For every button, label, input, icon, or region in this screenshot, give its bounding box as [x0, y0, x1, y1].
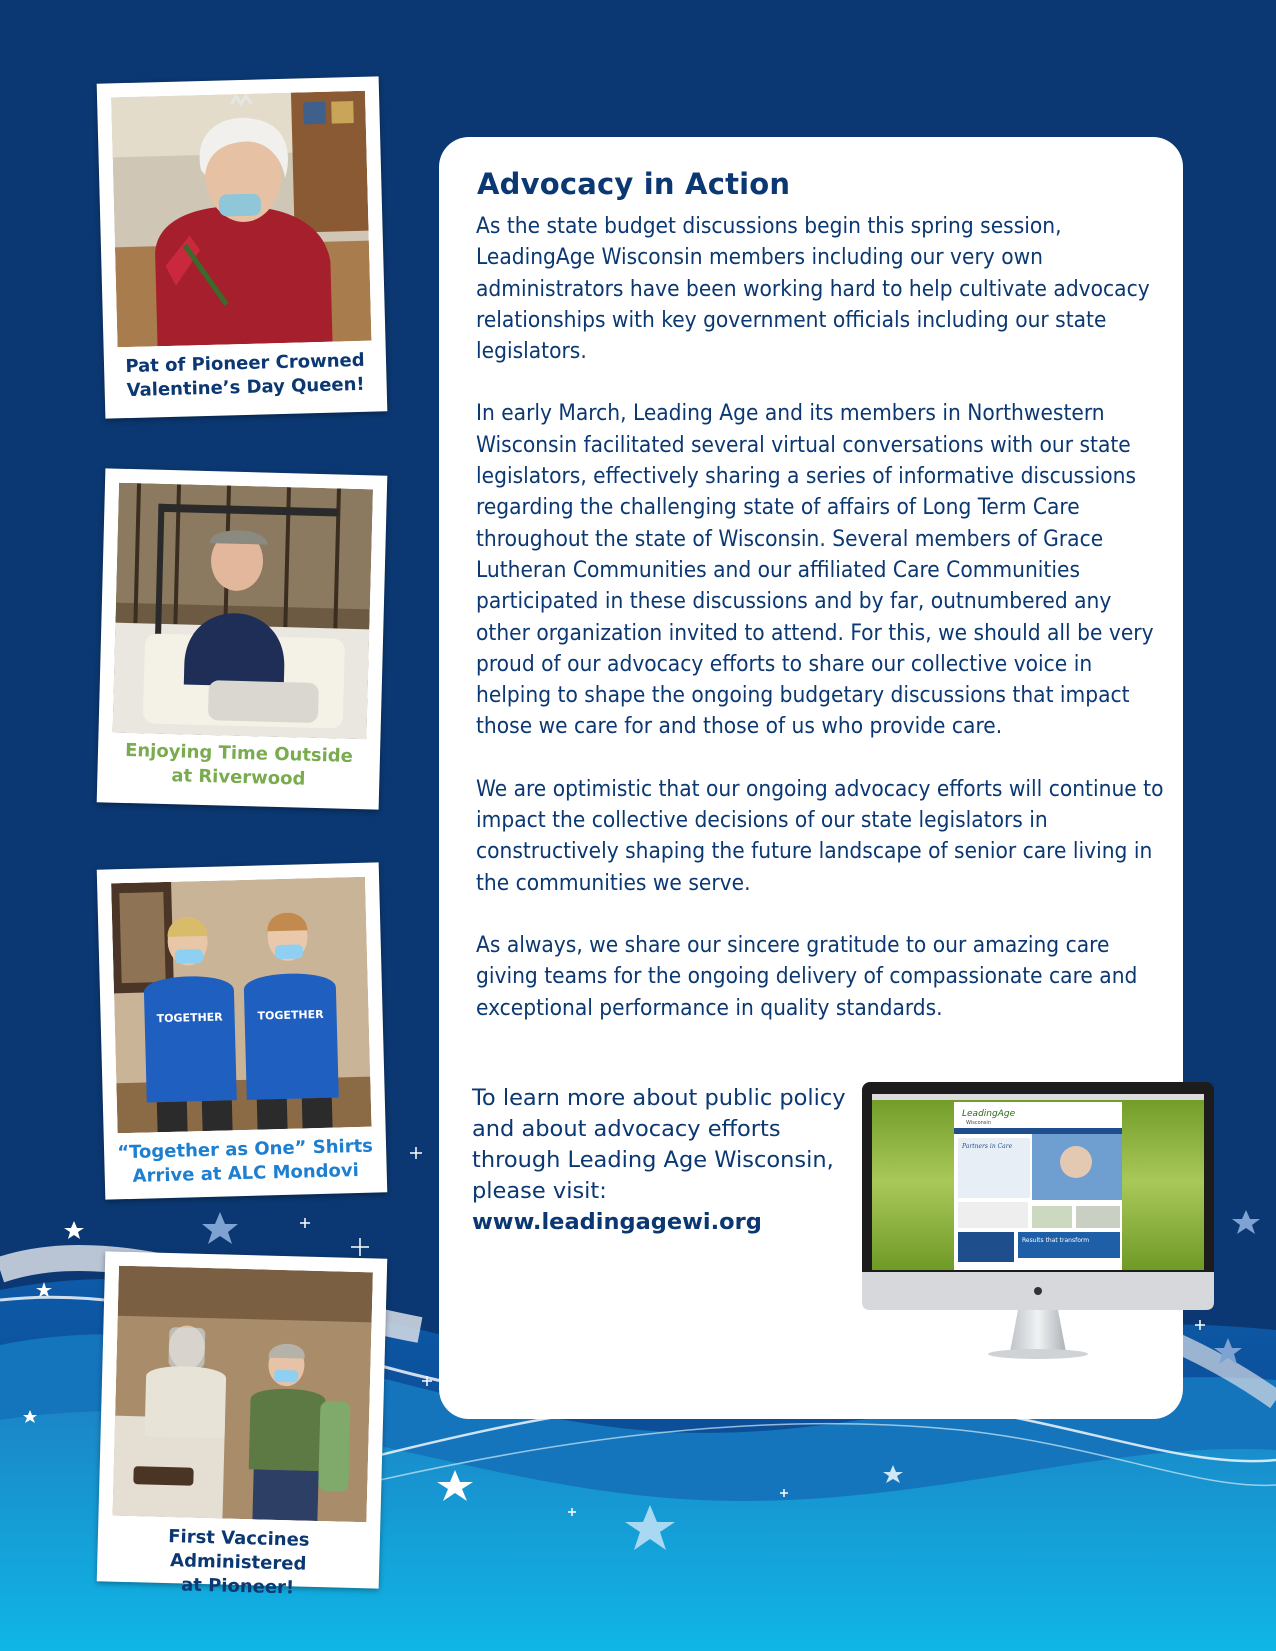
caption-line: Valentine’s Day Queen! [126, 373, 365, 402]
website-link[interactable]: www.leadingagewi.org [472, 1209, 762, 1235]
photo-caption [104, 348, 387, 403]
visit-block [472, 1083, 852, 1238]
photo-card-riverwood [97, 468, 388, 809]
article-card [439, 137, 1183, 1419]
ad-text: Results that transform [1022, 1237, 1090, 1244]
svg-text:TOGETHER: TOGETHER [156, 1010, 223, 1026]
article-title: Advocacy in Action [477, 167, 791, 201]
photo-first-vaccines [112, 1266, 372, 1523]
visit-text: To learn more about public policy and about advocacy efforts through Leading Age Wisconsin, please visit: [472, 1085, 846, 1204]
photo-caption [96, 1523, 380, 1602]
caption-line: “Together as One” Shirts [117, 1135, 374, 1164]
photo-riverwood [113, 483, 373, 740]
article-paragraph: As always, we share our sincere gratitude to our amazing care giving teams for the ongoing delivery of compassionate care and exceptional performance in quality standards. [476, 931, 1138, 1021]
caption-line: Pat of Pioneer Crowned [125, 349, 365, 378]
photo-card-valentines-queen [97, 76, 388, 418]
photo-valentines-queen [111, 91, 371, 348]
banner-heading: Partners in Care [962, 1143, 1013, 1150]
monitor-illustration [862, 1082, 1214, 1382]
article-paragraph: In early March, Leading Age and its members in Northwestern Wisconsin facilitated several virtual conversations with our state legislators, effectively sharing a series of informative discussions regarding the challenging state of affairs of Long Term Care throughout the state of Wisconsin. Several members of Grace Lutheran Communities and our affiliated Care Communities participated in these discussions and by far, outnumbered any other organization invited to attend. For this, we should all be very proud of our advocacy efforts to share our collective voice in helping to shape the ongoing budgetary discussions that impact those we care for and those of us who provide care. [476, 400, 1154, 740]
photo-card-together-shirts [97, 862, 388, 1199]
article-body [476, 211, 1166, 1055]
monitor-stand [1010, 1310, 1066, 1352]
apple-logo-icon [1034, 1287, 1042, 1295]
caption-line: Arrive at ALC Mondovi [132, 1159, 360, 1187]
photo-together-shirts [111, 877, 371, 1134]
site-logo-sub: Wisconsin [966, 1120, 991, 1126]
caption-line: Enjoying Time Outside [124, 739, 354, 767]
article-paragraph: We are optimistic that our ongoing advocacy efforts will continue to impact the collective decisions of our state legislators in constructively shaping the future landscape of senior care living in the communities we serve. [476, 775, 1164, 896]
site-logo: LeadingAge [962, 1109, 1016, 1119]
photo-caption [104, 1134, 387, 1189]
caption-line: at Pioneer! [180, 1574, 295, 1599]
svg-text:TOGETHER: TOGETHER [257, 1007, 324, 1023]
photo-caption [97, 738, 380, 793]
caption-line: First Vaccines Administered [168, 1526, 310, 1575]
photo-card-first-vaccines [97, 1251, 388, 1599]
caption-line: at Riverwood [171, 765, 306, 790]
article-paragraph: As the state budget discussions begin this spring session, LeadingAge Wisconsin members including our very own administrators have been working hard to help cultivate advocacy relationships with key government officials including our state legislators. [476, 213, 1150, 365]
